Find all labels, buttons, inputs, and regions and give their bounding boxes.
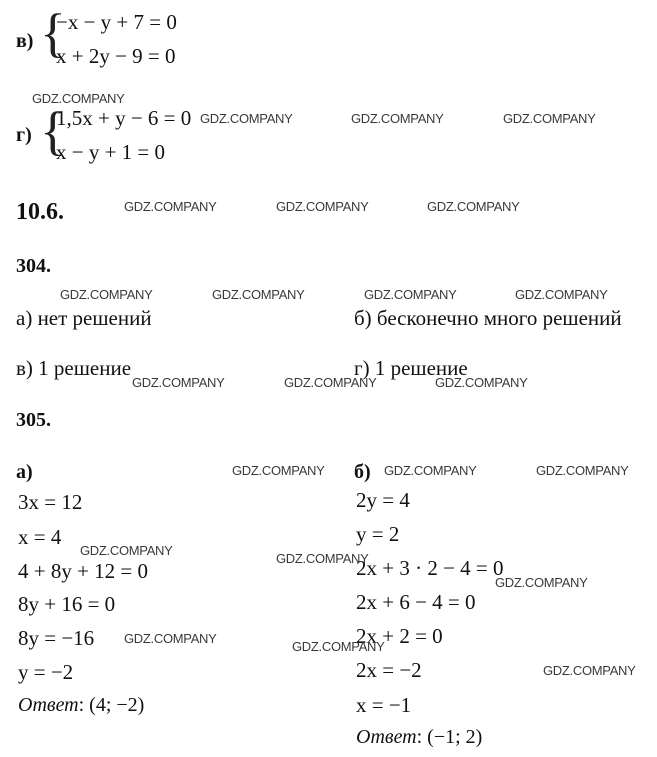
watermark: GDZ.COMPANY (80, 543, 173, 558)
answer-a (18, 694, 144, 717)
section-title: 10.6. (16, 199, 64, 225)
answer-value: : (−1; 2) (416, 726, 483, 748)
answer-label: Ответ (356, 726, 417, 748)
system-v-label: в) (16, 30, 34, 52)
solution-line: 8y = −16 (18, 626, 95, 650)
watermark: GDZ.COMPANY (276, 551, 369, 566)
watermark: GDZ.COMPANY (427, 199, 520, 214)
task-304-answer-g: г) 1 решение (354, 356, 468, 380)
watermark: GDZ.COMPANY (124, 199, 217, 214)
solution-line: 2x + 3 · 2 − 4 = 0 (356, 556, 504, 580)
system-g-label: г) (16, 124, 32, 146)
solution-line: 2x = −2 (356, 658, 422, 682)
watermark: GDZ.COMPANY (536, 463, 629, 478)
watermark: GDZ.COMPANY (132, 375, 225, 390)
watermark: GDZ.COMPANY (276, 199, 369, 214)
task-304-answer-a: а) нет решений (16, 306, 152, 330)
solution-line: y = −2 (18, 660, 74, 684)
solution-line: x = 4 (18, 525, 62, 549)
watermark: GDZ.COMPANY (384, 463, 477, 478)
left-brace-icon: { (40, 101, 66, 161)
solution-line: 2x + 6 − 4 = 0 (356, 590, 476, 614)
watermark: GDZ.COMPANY (292, 639, 385, 654)
solution-line: 4 + 8y + 12 = 0 (18, 559, 149, 583)
watermark: GDZ.COMPANY (495, 575, 588, 590)
system-g-equation-2: x − y + 1 = 0 (56, 140, 166, 164)
watermark: GDZ.COMPANY (435, 375, 528, 390)
answer-value: : (4; −2) (78, 694, 145, 716)
left-brace-icon: { (40, 3, 66, 63)
solution-line: x = −1 (356, 693, 412, 717)
system-g-equation-1: 1,5x + y − 6 = 0 (56, 106, 192, 130)
solution-line: 2y = 4 (356, 488, 410, 512)
task-304-answer-v: в) 1 решение (16, 356, 132, 380)
watermark: GDZ.COMPANY (364, 287, 457, 302)
watermark: GDZ.COMPANY (124, 631, 217, 646)
watermark: GDZ.COMPANY (503, 111, 596, 126)
watermark: GDZ.COMPANY (515, 287, 608, 302)
system-v-equation-2: x + 2y − 9 = 0 (56, 44, 176, 68)
solution-line: 3x = 12 (18, 490, 83, 514)
task-305-b-label: б) (354, 461, 371, 483)
task-305-number: 305. (16, 409, 51, 431)
answer-b (356, 726, 482, 749)
solution-line: y = 2 (356, 522, 400, 546)
watermark: GDZ.COMPANY (543, 663, 636, 678)
watermark: GDZ.COMPANY (351, 111, 444, 126)
watermark: GDZ.COMPANY (32, 91, 125, 106)
solution-line: 8y + 16 = 0 (18, 592, 116, 616)
watermark: GDZ.COMPANY (212, 287, 305, 302)
solution-line: 2x + 2 = 0 (356, 624, 443, 648)
watermark: GDZ.COMPANY (284, 375, 377, 390)
task-304-answer-b: б) бесконечно много решений (354, 306, 622, 330)
system-v-equation-1: −x − y + 7 = 0 (56, 10, 177, 34)
task-305-a-label: а) (16, 461, 33, 483)
watermark: GDZ.COMPANY (60, 287, 153, 302)
answer-label: Ответ (18, 694, 79, 716)
task-304-number: 304. (16, 255, 51, 277)
watermark: GDZ.COMPANY (232, 463, 325, 478)
watermark: GDZ.COMPANY (200, 111, 293, 126)
